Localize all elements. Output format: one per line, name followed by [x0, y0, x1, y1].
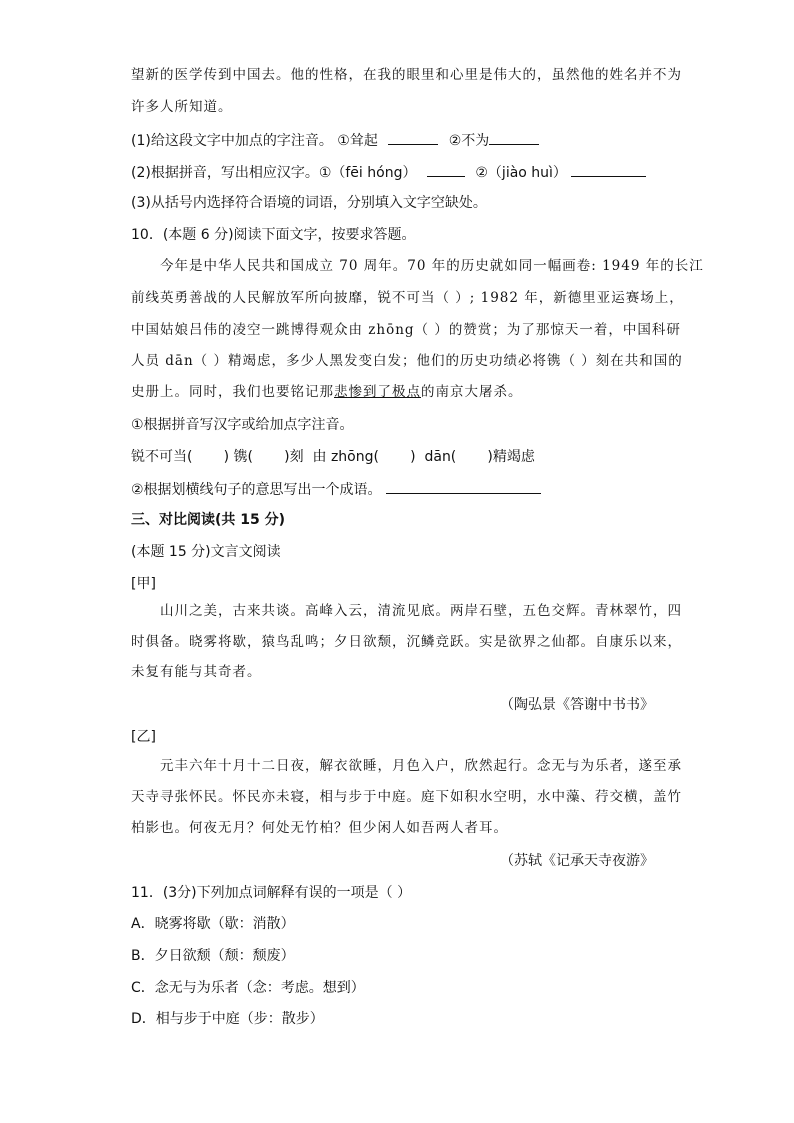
jia-line: 山川之美，古来共谈。高峰入云，清流见底。两岸石壁，五色交辉。青林翠竹，四	[160, 603, 682, 619]
yi-line: 元丰六年十月十二日夜，解衣欲睡，月色入户，欣然起行。念无与为乐者，遂至承	[160, 758, 682, 774]
q10-task2-text: ②根据划横线句子的意思写出一个成语。	[131, 482, 382, 498]
jia-line: 时俱备。晓雾将歇，猿鸟乱鸣；夕日欲颓，沉鳞竞跃。实是欲界之仙都。自康乐以来，	[131, 634, 682, 650]
passage-label-yi: [乙]	[131, 729, 156, 745]
passage-line: 许多人所知道。	[131, 99, 233, 115]
answer-blank[interactable]	[388, 132, 438, 145]
option-a[interactable]: A．晓雾将歇（歇：消散）	[131, 916, 295, 932]
jia-line: 未复有能与其奇者。	[131, 664, 262, 680]
yi-line: 天寺寻张怀民。怀民亦未寝，相与步于中庭。庭下如积水空明，水中藻、荇交横，盖竹	[131, 789, 682, 805]
option-b[interactable]: B．夕日欲颓（颓：颓废）	[131, 948, 295, 964]
underlined-sentence: 悲惨到了极点	[334, 384, 421, 400]
q9-sub2-b: ②（jiào huì）	[475, 165, 567, 181]
q10-passage-line: 中国姑娘吕伟的凌空一跳博得观众由 zhōng（ ）的赞赏；为了那惊天一着，中国科研	[131, 322, 681, 338]
q10-passage-line: 前线英勇善战的人民解放军所向披靡，锐不可当（ ）; 1982 年，新德里亚运赛场上，	[131, 290, 684, 306]
q10-task2	[131, 481, 541, 497]
q10-task1-answers: 锐不可当( ) 镌( )刻 由 zhōng( ) dān( )精竭虑	[131, 449, 535, 465]
q9-sub1-b: ②不为	[448, 133, 490, 149]
section-heading: 三、对比阅读(共 15 分)	[131, 512, 286, 528]
answer-blank[interactable]	[386, 481, 541, 494]
q10-task1: ①根据拼音写汉字或给加点字注音。	[131, 417, 354, 433]
answer-blank[interactable]	[571, 164, 646, 177]
q9-sub1	[131, 132, 539, 148]
yi-line: 柏影也。何夜无月？何处无竹柏？但少闲人如吾两人者耳。	[131, 820, 508, 836]
section-sub: (本题 15 分)文言文阅读	[131, 544, 281, 560]
q9-sub1-text: (1)给这段文字中加点的字注音。 ①耸起	[131, 133, 378, 149]
q10-p5-a: 史册上。同时，我们也要铭记那	[131, 384, 334, 400]
option-c[interactable]: C．念无与为乐者（念：考虑。想到）	[131, 980, 365, 996]
q10-passage-line: 人员 dān（ ）精竭虑，多少人黑发变白发；他们的历史功绩必将镌（ ）刻在共和国的	[131, 353, 683, 369]
q9-sub2	[131, 164, 646, 180]
option-d[interactable]: D．相与步于中庭（步：散步）	[131, 1011, 324, 1027]
passage-label-jia: [甲]	[131, 576, 156, 592]
answer-blank[interactable]	[427, 164, 465, 177]
jia-source: （陶弘景《答谢中书书》	[500, 697, 654, 713]
q10-p5-b: 的南京大屠杀。	[421, 384, 523, 400]
q10-passage-line: 今年是中华人民共和国成立 70 周年。70 年的历史就如同一幅画卷: 1949 年的长江	[160, 258, 704, 274]
q9-sub3: (3)从括号内选择符合语境的词语，分别填入文字空缺处。	[131, 195, 487, 211]
passage-line: 望新的医学传到中国去。他的性格，在我的眼里和心里是伟大的，虽然他的姓名并不为	[131, 67, 682, 83]
q11-stem: 11．(3分)下列加点词解释有误的一项是（ ）	[131, 885, 412, 901]
answer-blank[interactable]	[489, 132, 539, 145]
q10-passage-line	[131, 386, 523, 400]
yi-source: （苏轼《记承天寺夜游》	[500, 853, 654, 869]
q10-stem: 10．(本题 6 分)阅读下面文字，按要求答题。	[131, 227, 416, 243]
q9-sub2-text: (2)根据拼音，写出相应汉字。①（fēi hóng）	[131, 165, 417, 181]
